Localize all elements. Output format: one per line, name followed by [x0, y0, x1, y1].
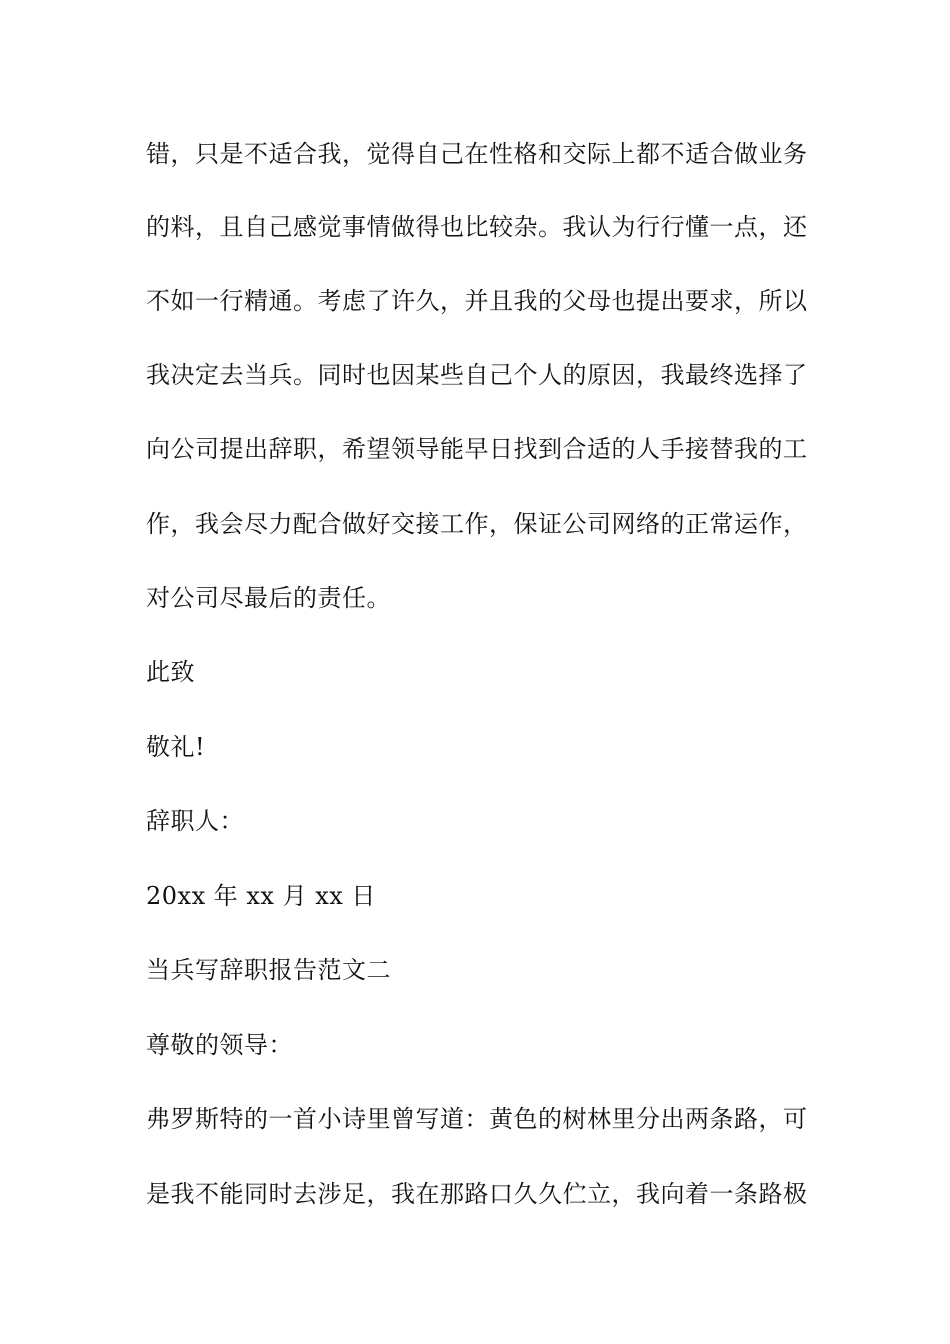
signer-label: 辞职人：: [146, 807, 244, 835]
paragraph-line: 不如一行精通。考虑了许久，并且我的父母也提出要求，所以: [146, 287, 808, 315]
paragraph-line: 对公司尽最后的责任。: [146, 584, 391, 612]
paragraph-line: 作，我会尽力配合做好交接工作，保证公司网络的正常运作，: [146, 510, 808, 538]
paragraph-line: 向公司提出辞职，希望领导能早日找到合适的人手接替我的工: [146, 435, 808, 463]
paragraph-line: 错，只是不适合我，觉得自己在性格和交际上都不适合做业务: [146, 140, 808, 168]
paragraph-line: 弗罗斯特的一首小诗里曾写道：黄色的树林里分出两条路，可: [146, 1105, 808, 1133]
date-line: 20xx 年 xx 月 xx 日: [146, 882, 376, 910]
salutation: 尊敬的领导：: [146, 1031, 293, 1059]
paragraph-line: 我决定去当兵。同时也因某些自己个人的原因，我最终选择了: [146, 361, 808, 389]
closing-line: 此致: [146, 658, 195, 686]
paragraph-line: 的料，且自己感觉事情做得也比较杂。我认为行行懂一点，还: [146, 213, 808, 241]
closing-salute: 敬礼!: [146, 733, 206, 761]
paragraph-line: 是我不能同时去涉足，我在那路口久久伫立，我向着一条路极: [146, 1180, 808, 1208]
section-title: 当兵写辞职报告范文二: [146, 956, 391, 984]
